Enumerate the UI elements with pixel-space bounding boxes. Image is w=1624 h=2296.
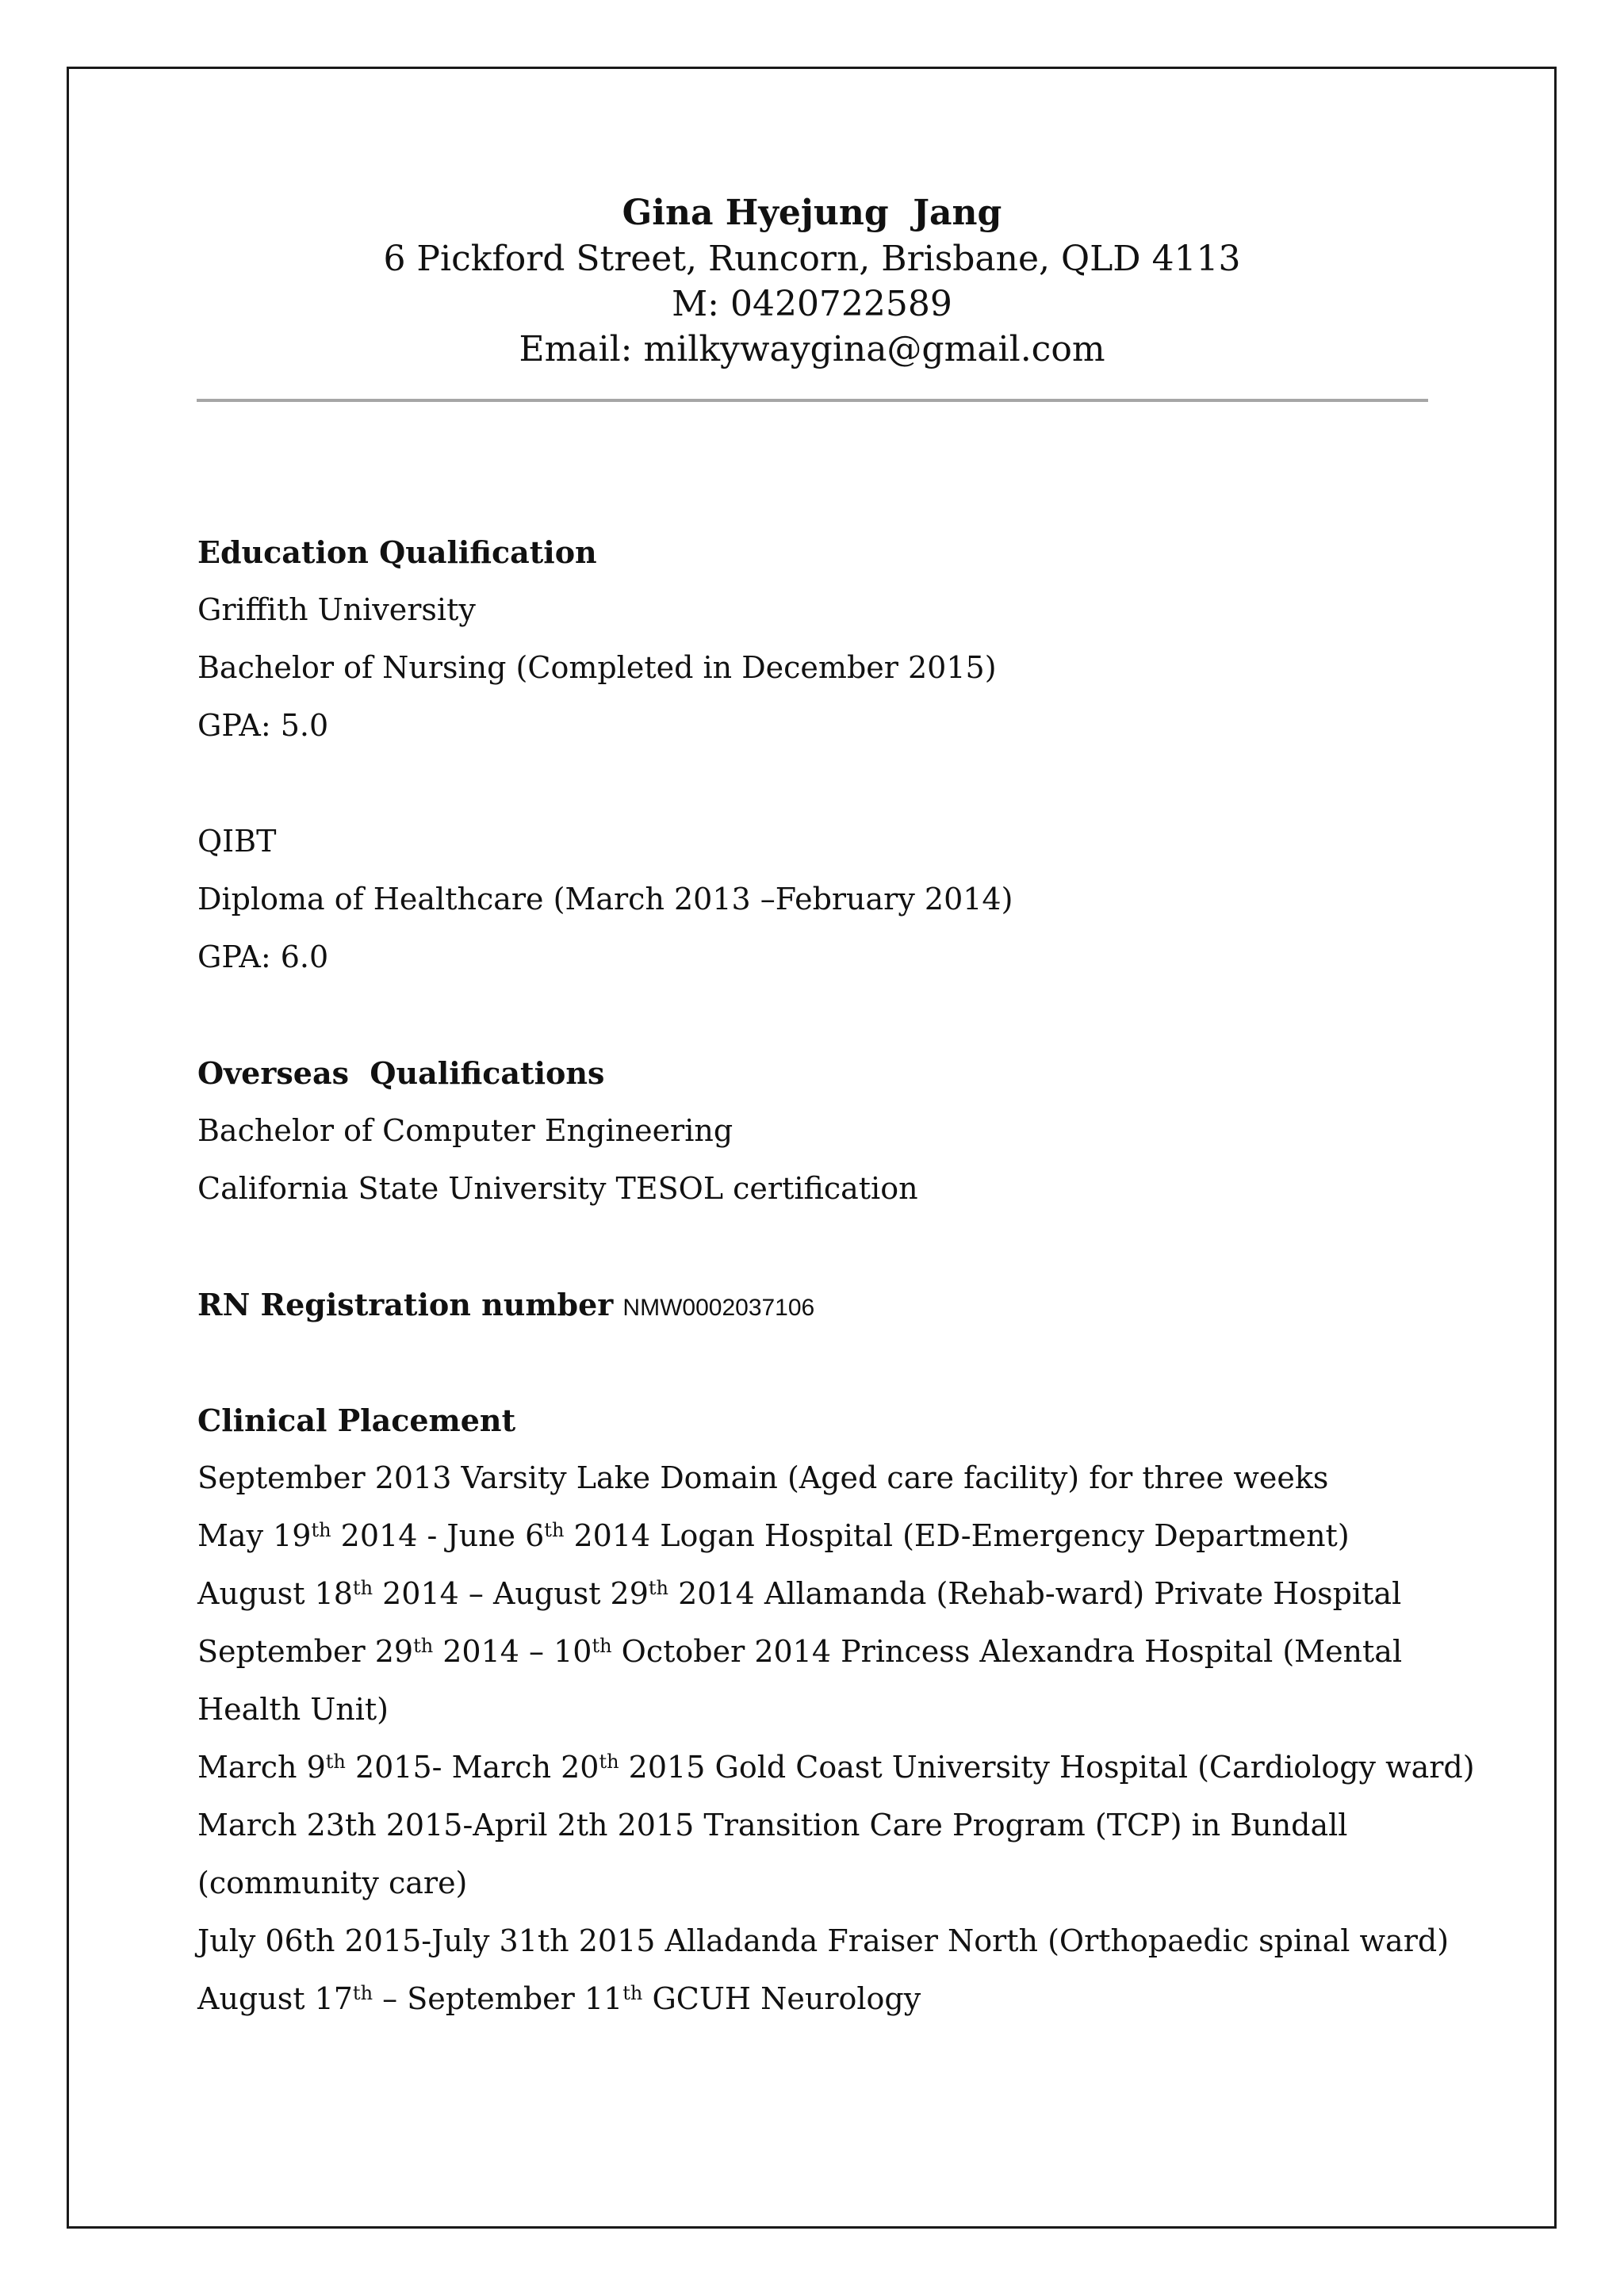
header-divider	[197, 399, 1428, 402]
clinical-heading: Clinical Placement	[197, 1402, 516, 1438]
placement-text: September 29	[197, 1634, 414, 1669]
resume-header	[0, 190, 1624, 372]
address-line: 6 Pickford Street, Runcorn, Brisbane, QLD 4113	[383, 239, 1241, 279]
ordinal-suffix: th	[599, 1751, 619, 1773]
section-spacer	[197, 755, 1434, 813]
placement-text: March 9	[197, 1750, 326, 1785]
placement-item: September 2013 Varsity Lake Domain (Aged care facility) for three weeks	[197, 1460, 1329, 1495]
ordinal-suffix: th	[352, 1577, 373, 1599]
placement-text: – September 11	[373, 1981, 623, 2016]
registration-number: NMW0002037106	[622, 1295, 815, 1321]
registration-label: RN Registration number	[197, 1287, 614, 1322]
education-degree: Bachelor of Nursing (Completed in December 2015)	[197, 650, 997, 685]
placement-item	[197, 1970, 1434, 2028]
placement-text: GCUH Neurology	[642, 1981, 921, 2016]
placement-text: 2014 Allamanda (Rehab-ward) Private Hospital	[668, 1576, 1402, 1611]
education-gpa: GPA: 5.0	[197, 708, 329, 743]
placement-text: 2015 Gold Coast University Hospital (Cardiology ward)	[619, 1750, 1475, 1785]
placement-text: 2014 - June 6	[331, 1518, 545, 1553]
ordinal-suffix: th	[325, 1751, 346, 1773]
education-gpa: GPA: 6.0	[197, 939, 329, 974]
section-spacer	[197, 1334, 1434, 1391]
overseas-item: Bachelor of Computer Engineering	[197, 1113, 733, 1148]
education-institution: QIBT	[197, 824, 277, 859]
placement-item	[197, 1739, 1475, 1797]
placement-text: May 19	[197, 1518, 312, 1553]
placement-item	[197, 1623, 1434, 1739]
email-line: Email: milkywaygina@gmail.com	[519, 329, 1105, 369]
placement-text: 2014 – 10	[433, 1634, 592, 1669]
placement-item: July 06th 2015-July 31th 2015 Alladanda Fraiser North (Orthopaedic spinal ward)	[197, 1923, 1450, 1958]
overseas-item: California State University TESOL certification	[197, 1171, 918, 1206]
placement-item	[197, 1565, 1434, 1623]
placement-text: August 17	[197, 1981, 353, 2016]
applicant-name: Gina Hyejung Jang	[622, 193, 1002, 233]
mobile-line: M: 0420722589	[672, 284, 952, 324]
ordinal-suffix: th	[622, 1982, 643, 2004]
ordinal-suffix: th	[413, 1635, 434, 1657]
education-degree: Diploma of Healthcare (March 2013 –February 2014)	[197, 882, 1013, 916]
overseas-heading: Overseas Qualifications	[197, 1055, 605, 1091]
ordinal-suffix: th	[311, 1519, 331, 1541]
section-spacer	[197, 986, 1434, 1044]
placement-item: March 23th 2015-April 2th 2015 Transition Care Program (TCP) in Bundall (community care)	[197, 1808, 1348, 1900]
section-spacer	[197, 1218, 1434, 1276]
placement-text: 2014 – August 29	[373, 1576, 649, 1611]
placement-text: October 2014 Princess Alexandra Hospital (Mental Health Unit)	[197, 1634, 1403, 1727]
education-institution: Griffith University	[197, 592, 476, 627]
placement-text: August 18	[197, 1576, 353, 1611]
registration-row	[197, 1276, 1434, 1334]
ordinal-suffix: th	[648, 1577, 669, 1599]
placement-text: 2014 Logan Hospital (ED-Emergency Department)	[564, 1518, 1350, 1553]
education-heading: Education Qualification	[197, 534, 597, 570]
resume-body	[197, 523, 1475, 2028]
placement-item	[197, 1507, 1434, 1565]
ordinal-suffix: th	[544, 1519, 565, 1541]
ordinal-suffix: th	[592, 1635, 612, 1657]
placement-text: 2015- March 20	[345, 1750, 599, 1785]
ordinal-suffix: th	[352, 1982, 373, 2004]
